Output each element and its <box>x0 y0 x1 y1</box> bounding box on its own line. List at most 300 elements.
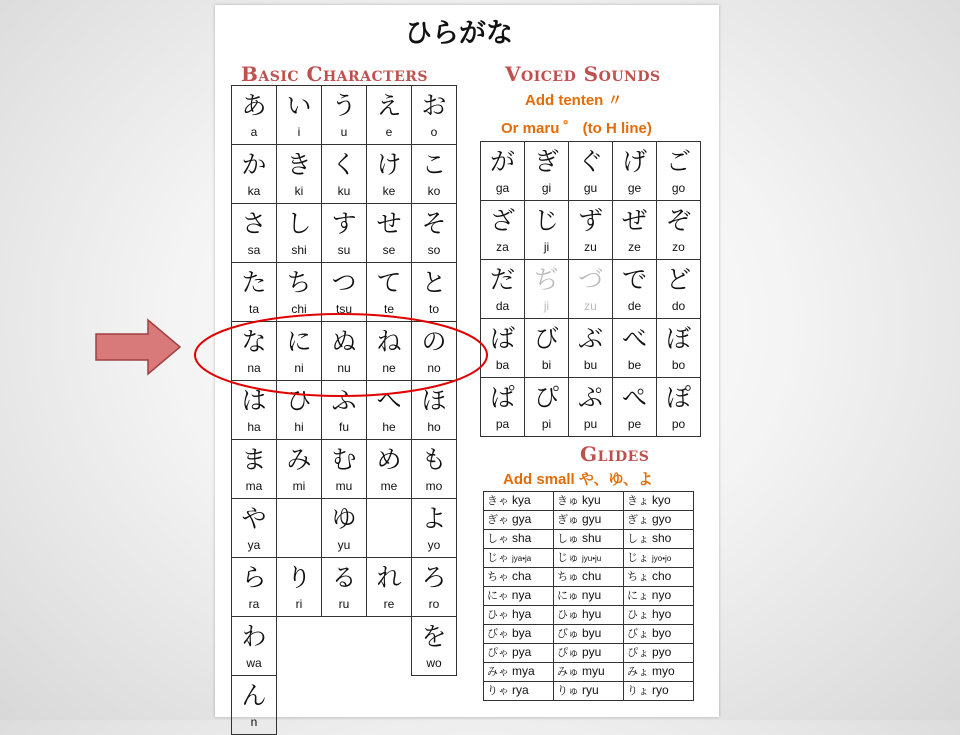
empty-space <box>277 617 322 676</box>
glide-cell-ryu <box>554 682 624 701</box>
glide-row <box>484 511 694 530</box>
kana-character: ゆ <box>331 504 357 533</box>
romaji-label: pi <box>541 417 552 431</box>
romaji-label: so <box>427 243 441 257</box>
kana-character: む <box>331 445 357 474</box>
kana-character: ぜ <box>621 206 647 235</box>
glide-kana: しゃ <box>487 533 509 545</box>
kana-character: く <box>331 150 357 179</box>
empty-space <box>322 676 367 735</box>
romaji-label: gi <box>541 181 552 195</box>
kana-cell-se <box>367 204 412 263</box>
glide-romaji: nyu <box>581 588 602 602</box>
glide-kana: びゃ <box>487 628 509 640</box>
kana-cell-so <box>412 204 457 263</box>
kana-cell-ya <box>232 499 277 558</box>
glide-cell-pyu <box>554 644 624 663</box>
romaji-label: po <box>671 417 686 431</box>
kana-cell-yo <box>412 499 457 558</box>
glide-romaji: byu <box>582 626 602 640</box>
empty-space <box>412 676 457 735</box>
glide-row <box>484 625 694 644</box>
glide-romaji: ryo <box>652 683 669 697</box>
romaji-label: ta <box>248 302 259 316</box>
glide-kana: ぎゃ <box>487 514 509 526</box>
kana-character: ば <box>489 324 515 353</box>
kana-cell-ka <box>232 145 277 204</box>
glide-kana: じゃ <box>487 552 509 564</box>
kana-cell-ro <box>412 558 457 617</box>
romaji-label: ru <box>338 597 350 611</box>
glide-romaji: rya <box>512 683 529 697</box>
glide-romaji: kyo <box>652 493 671 507</box>
kana-character: ぼ <box>665 324 691 353</box>
voiced-row <box>481 378 701 437</box>
empty-kana-cell <box>367 499 412 558</box>
kana-character: ら <box>241 563 267 592</box>
glide-kana: ぴゅ <box>557 647 579 659</box>
glide-row <box>484 530 694 549</box>
romaji-label: to <box>428 302 439 316</box>
kana-cell-pi <box>525 378 569 437</box>
kana-character: ぱ <box>489 383 515 412</box>
kana-character: る <box>331 563 357 592</box>
kana-cell-su <box>322 204 367 263</box>
kana-cell-mi <box>277 440 322 499</box>
romaji-label: ba <box>495 358 510 372</box>
right-arrow-icon <box>94 318 182 376</box>
kana-character: そ <box>421 209 447 238</box>
glides-heading: Glides <box>580 442 650 466</box>
kana-cell-n <box>232 676 277 735</box>
romaji-label: fu <box>338 420 349 434</box>
kana-cell-pu <box>569 378 613 437</box>
kana-character: の <box>421 327 447 356</box>
glide-cell-byo <box>624 625 694 644</box>
kana-character: し <box>286 209 312 238</box>
glide-romaji: jyo•jo <box>652 554 672 563</box>
kana-character: え <box>376 91 402 120</box>
glide-row <box>484 568 694 587</box>
glide-romaji: nya <box>511 588 532 602</box>
kana-character: だ <box>489 265 515 294</box>
glide-cell-nyu <box>554 587 624 606</box>
glide-cell-nyo <box>624 587 694 606</box>
voiced-sounds-heading: Voiced Sounds <box>505 62 661 86</box>
glide-kana: しゅ <box>557 533 579 545</box>
basic-characters-heading: Basic Characters <box>241 62 429 86</box>
romaji-label: do <box>671 299 686 313</box>
basic-row <box>232 499 457 558</box>
kana-character: な <box>241 327 267 356</box>
glides-note: Add small や、ゆ、よ <box>503 471 653 488</box>
glide-romaji: cha <box>512 569 532 583</box>
empty-space <box>322 617 367 676</box>
glide-row <box>484 587 694 606</box>
kana-character: ご <box>665 147 691 176</box>
kana-cell-ki <box>277 145 322 204</box>
glide-romaji: kya <box>512 493 531 507</box>
kana-cell-o <box>412 86 457 145</box>
kana-cell-i <box>277 86 322 145</box>
glide-kana: ちゅ <box>557 571 579 583</box>
romaji-label: yu <box>337 538 351 552</box>
kana-character: ぬ <box>331 327 357 356</box>
glide-kana: ぎゅ <box>557 514 579 526</box>
kana-cell-po <box>657 378 701 437</box>
glide-cell-myu <box>554 663 624 682</box>
romaji-label: wa <box>246 656 262 670</box>
voiced-row <box>481 142 701 201</box>
kana-cell-yu <box>322 499 367 558</box>
glide-romaji: sho <box>652 531 672 545</box>
kana-character: あ <box>241 91 267 120</box>
kana-cell-sa <box>232 204 277 263</box>
romaji-label: ro <box>428 597 440 611</box>
glides-table <box>483 491 694 701</box>
glide-romaji: jyu•ju <box>582 554 602 563</box>
glide-romaji: mya <box>512 664 535 678</box>
kana-cell-ze <box>613 201 657 260</box>
glide-row <box>484 644 694 663</box>
glide-kana: きょ <box>627 495 649 507</box>
glide-romaji: sha <box>512 531 532 545</box>
basic-row <box>232 440 457 499</box>
glide-kana: ぴょ <box>627 647 649 659</box>
glide-cell-sho <box>624 530 694 549</box>
glide-romaji: kyu <box>582 493 601 507</box>
kana-cell-wo <box>412 617 457 676</box>
romaji-label: mu <box>335 479 353 493</box>
voiced-sounds-table <box>480 141 701 437</box>
romaji-label: ka <box>247 184 261 198</box>
romaji-label: zu <box>584 240 597 254</box>
empty-space <box>367 617 412 676</box>
kana-cell-shi <box>277 204 322 263</box>
basic-row <box>232 617 457 676</box>
romaji-label: ji <box>543 299 550 313</box>
glide-cell-jyo•jo <box>624 549 694 568</box>
romaji-label: i <box>297 125 301 139</box>
kana-cell-de <box>613 260 657 319</box>
kana-character: げ <box>621 147 647 176</box>
kana-cell-me <box>367 440 412 499</box>
romaji-label: chi <box>291 302 307 316</box>
romaji-label: gu <box>583 181 598 195</box>
romaji-label: zo <box>672 240 685 254</box>
empty-kana-cell <box>277 499 322 558</box>
kana-character: ぷ <box>577 383 603 412</box>
romaji-label: te <box>383 302 394 316</box>
romaji-label: ga <box>495 181 510 195</box>
kana-cell-mo <box>412 440 457 499</box>
kana-cell-ri <box>277 558 322 617</box>
romaji-label: shi <box>291 243 307 257</box>
glide-romaji: gyo <box>652 512 672 526</box>
kana-character: わ <box>241 622 267 651</box>
basic-row <box>232 676 457 735</box>
glide-cell-sha <box>484 530 554 549</box>
kana-character: ぐ <box>577 147 603 176</box>
romaji-label: se <box>382 243 396 257</box>
kana-character: ぴ <box>533 383 559 412</box>
romaji-label: bi <box>541 358 552 372</box>
kana-cell-a <box>232 86 277 145</box>
glide-cell-hyo <box>624 606 694 625</box>
glide-kana: にゃ <box>487 590 509 602</box>
glide-cell-hya <box>484 606 554 625</box>
romaji-label: zu <box>584 299 597 313</box>
glide-cell-byu <box>554 625 624 644</box>
glide-romaji: byo <box>652 626 672 640</box>
romaji-label: sa <box>247 243 261 257</box>
kana-cell-ji <box>525 201 569 260</box>
glide-kana: ひゃ <box>487 609 509 621</box>
glide-cell-pyo <box>624 644 694 663</box>
kana-cell-do <box>657 260 701 319</box>
kana-cell-be <box>613 319 657 378</box>
kana-character: ろ <box>421 563 447 592</box>
romaji-label: be <box>627 358 642 372</box>
kana-character: け <box>376 150 402 179</box>
kana-character: ほ <box>421 386 447 415</box>
glide-cell-ryo <box>624 682 694 701</box>
kana-character: で <box>621 265 647 294</box>
kana-character: お <box>421 91 447 120</box>
kana-cell-za <box>481 201 525 260</box>
glide-kana: びょ <box>627 628 649 640</box>
kana-character: び <box>533 324 559 353</box>
romaji-label: mo <box>425 479 443 493</box>
romaji-label: pe <box>627 417 642 431</box>
glide-kana: ぴゃ <box>487 647 509 659</box>
romaji-label: ze <box>628 240 641 254</box>
highlight-circle <box>192 310 492 400</box>
glide-romaji: myu <box>582 664 605 678</box>
kana-cell-pe <box>613 378 657 437</box>
romaji-label: ya <box>247 538 261 552</box>
glide-kana: ちゃ <box>487 571 509 583</box>
basic-row <box>232 558 457 617</box>
romaji-label: no <box>427 361 441 375</box>
basic-row <box>232 86 457 145</box>
glide-romaji: shu <box>582 531 602 545</box>
romaji-label: mi <box>292 479 306 493</box>
kana-cell-ge <box>613 142 657 201</box>
kana-cell-bo <box>657 319 701 378</box>
glide-romaji: jya•ja <box>512 554 532 563</box>
glide-kana: りゃ <box>487 685 509 697</box>
basic-characters-table <box>231 85 457 735</box>
romaji-label: e <box>385 125 393 139</box>
kana-character: こ <box>421 150 447 179</box>
glide-kana: びゅ <box>557 628 579 640</box>
glide-cell-cha <box>484 568 554 587</box>
glide-cell-pya <box>484 644 554 663</box>
kana-character: ど <box>665 265 691 294</box>
glide-kana: りゅ <box>557 685 579 697</box>
kana-character: め <box>376 445 402 474</box>
kana-character: も <box>421 445 447 474</box>
romaji-label: yo <box>427 538 441 552</box>
romaji-label: ni <box>294 361 304 375</box>
glide-romaji: bya <box>512 626 532 640</box>
kana-character: り <box>286 563 312 592</box>
glide-kana: きゃ <box>487 495 509 507</box>
glide-romaji: gyu <box>582 512 602 526</box>
kana-character: き <box>286 150 312 179</box>
glide-romaji: ryu <box>582 683 599 697</box>
kana-character: ま <box>241 445 267 474</box>
glide-romaji: hyu <box>582 607 602 621</box>
romaji-label: bu <box>583 358 598 372</box>
romaji-label: su <box>337 243 351 257</box>
kana-character: ぎ <box>533 147 559 176</box>
romaji-label: re <box>383 597 395 611</box>
glide-kana: しょ <box>627 533 649 545</box>
glide-romaji: chu <box>582 569 602 583</box>
glide-row <box>484 492 694 511</box>
kana-character: か <box>241 150 267 179</box>
glide-cell-gya <box>484 511 554 530</box>
kana-character: い <box>286 91 312 120</box>
kana-character: ね <box>376 327 402 356</box>
kana-character: へ <box>376 386 402 415</box>
kana-cell-re <box>367 558 412 617</box>
empty-space <box>367 676 412 735</box>
kana-character: は <box>241 386 267 415</box>
glide-cell-nya <box>484 587 554 606</box>
kana-character: づ <box>577 265 603 294</box>
kana-character: ぶ <box>577 324 603 353</box>
glide-row <box>484 549 694 568</box>
glide-kana: ぎょ <box>627 514 649 526</box>
kana-character: す <box>331 209 357 238</box>
kana-cell-ru <box>322 558 367 617</box>
kana-cell-mu <box>322 440 367 499</box>
voiced-row <box>481 319 701 378</box>
kana-character: じ <box>533 206 559 235</box>
romaji-label: ko <box>427 184 441 198</box>
kana-character: よ <box>421 504 447 533</box>
kana-character: ん <box>241 681 267 710</box>
kana-cell-ra <box>232 558 277 617</box>
romaji-label: da <box>495 299 510 313</box>
glide-cell-cho <box>624 568 694 587</box>
kana-character: ひ <box>286 386 312 415</box>
glide-cell-rya <box>484 682 554 701</box>
kana-cell-zo <box>657 201 701 260</box>
glide-cell-kya <box>484 492 554 511</box>
glide-kana: じゅ <box>557 552 579 564</box>
glide-cell-jyu•ju <box>554 549 624 568</box>
glide-cell-myo <box>624 663 694 682</box>
empty-space <box>277 676 322 735</box>
glide-cell-gyu <box>554 511 624 530</box>
kana-cell-gi <box>525 142 569 201</box>
romaji-label: o <box>430 125 438 139</box>
kana-cell-e <box>367 86 412 145</box>
kana-character: ず <box>577 206 603 235</box>
kana-character: み <box>286 445 312 474</box>
glide-cell-chu <box>554 568 624 587</box>
glide-cell-jya•ja <box>484 549 554 568</box>
glide-cell-kyo <box>624 492 694 511</box>
glide-cell-mya <box>484 663 554 682</box>
glide-kana: にょ <box>627 590 649 602</box>
kana-cell-gu <box>569 142 613 201</box>
kana-cell-ko <box>412 145 457 204</box>
romaji-label: u <box>340 125 348 139</box>
tenten-note: Add tenten 〃 <box>525 92 623 109</box>
page-title: ひらがな <box>405 18 513 49</box>
glide-kana: りょ <box>627 685 649 697</box>
romaji-label: bo <box>671 358 686 372</box>
maru-note: Or maru ゜ (to H line) <box>501 120 652 137</box>
glide-romaji: cho <box>652 569 672 583</box>
kana-character: さ <box>241 209 267 238</box>
kana-cell-zu <box>569 260 613 319</box>
kana-character: が <box>489 147 515 176</box>
romaji-label: na <box>247 361 261 375</box>
glide-cell-kyu <box>554 492 624 511</box>
glide-romaji: nyo <box>651 588 672 602</box>
romaji-label: ho <box>427 420 441 434</box>
romaji-label: de <box>627 299 642 313</box>
kana-cell-ma <box>232 440 277 499</box>
glide-cell-hyu <box>554 606 624 625</box>
glide-kana: みゅ <box>557 666 579 678</box>
romaji-label: ke <box>382 184 396 198</box>
kana-cell-ji <box>525 260 569 319</box>
romaji-label: pa <box>495 417 510 431</box>
glide-romaji: myo <box>652 664 675 678</box>
kana-character: ち <box>286 268 312 297</box>
romaji-label: ku <box>337 184 351 198</box>
glide-row <box>484 606 694 625</box>
glide-cell-gyo <box>624 511 694 530</box>
kana-character: せ <box>376 209 402 238</box>
kana-cell-bu <box>569 319 613 378</box>
glide-romaji: hyo <box>652 607 672 621</box>
romaji-label: ki <box>294 184 304 198</box>
glide-kana: みょ <box>627 666 649 678</box>
romaji-label: ji <box>543 240 550 254</box>
romaji-label: ha <box>247 420 261 434</box>
kana-cell-bi <box>525 319 569 378</box>
romaji-label: tsu <box>335 302 352 316</box>
glide-kana: にゅ <box>557 590 579 602</box>
kana-cell-wa <box>232 617 277 676</box>
romaji-label: go <box>671 181 686 195</box>
kana-cell-go <box>657 142 701 201</box>
kana-cell-u <box>322 86 367 145</box>
glide-kana: きゅ <box>557 495 579 507</box>
kana-character: れ <box>376 563 402 592</box>
basic-row <box>232 204 457 263</box>
kana-character: た <box>241 268 267 297</box>
glide-kana: みゃ <box>487 666 509 678</box>
kana-cell-ga <box>481 142 525 201</box>
kana-cell-zu <box>569 201 613 260</box>
kana-character: ざ <box>489 206 515 235</box>
kana-character: ぺ <box>621 383 647 412</box>
glide-cell-shu <box>554 530 624 549</box>
basic-row <box>232 145 457 204</box>
glide-romaji: gya <box>512 512 532 526</box>
kana-character: ぽ <box>665 383 691 412</box>
kana-character: ぢ <box>533 265 559 294</box>
